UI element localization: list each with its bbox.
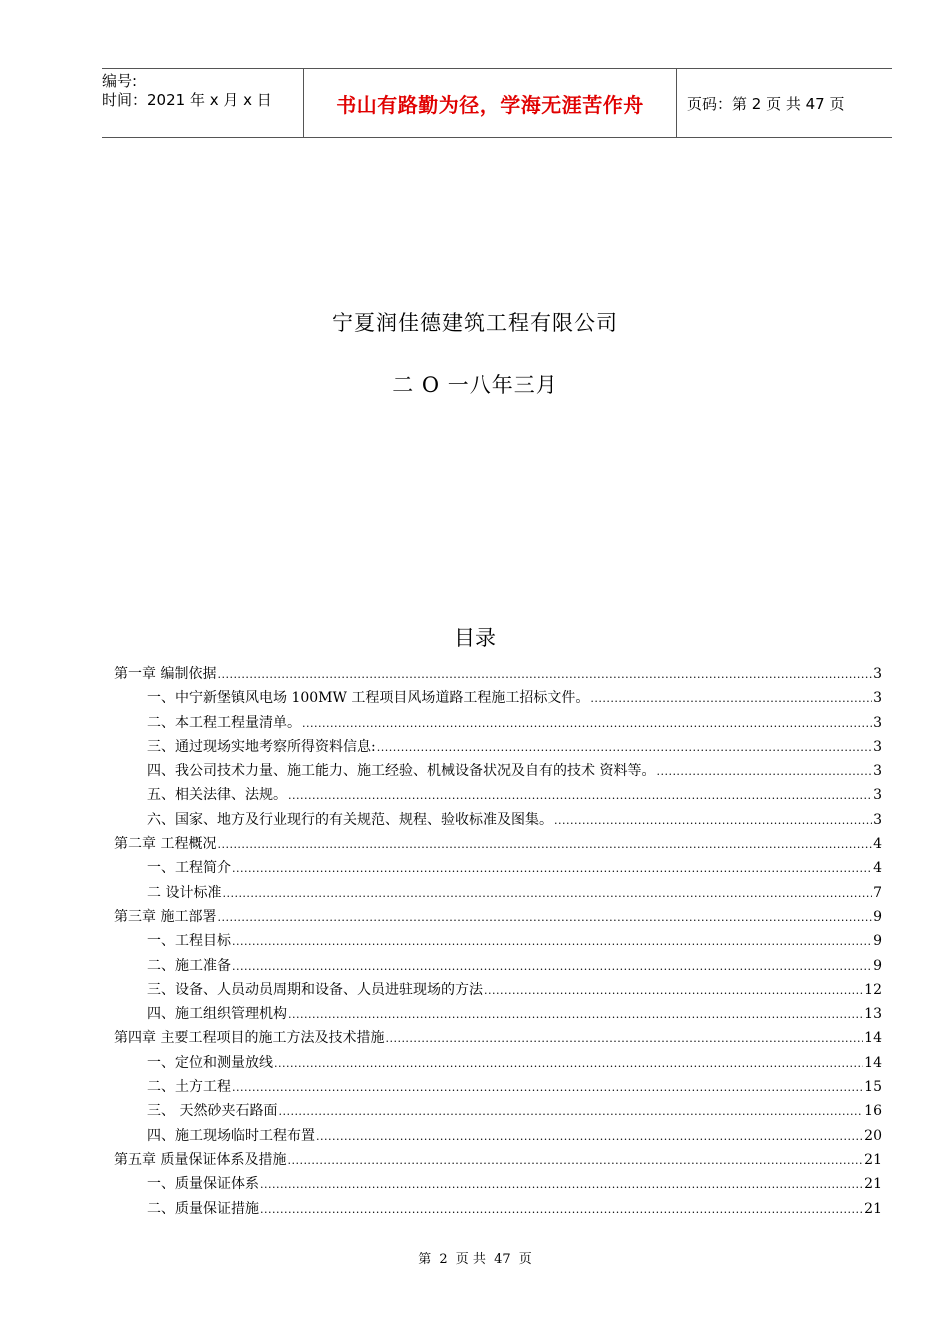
- header-table: [102, 68, 892, 138]
- toc-entry[interactable]: [114, 1026, 882, 1050]
- toc-entry-page: 13: [864, 1006, 882, 1023]
- toc-leader-dots: [232, 1075, 863, 1100]
- toc-leader-dots: [222, 881, 872, 906]
- toc-entry-page: 4: [873, 860, 882, 877]
- toc-leader-dots: [484, 978, 863, 1003]
- toc-entry-title: 第四章 主要工程项目的施工方法及技术措施: [114, 1030, 385, 1047]
- toc-leader-dots: [274, 1051, 863, 1076]
- toc-entry[interactable]: [114, 686, 882, 710]
- toc-entry-page: 3: [873, 787, 882, 804]
- toc-title: 目录: [454, 626, 496, 650]
- company-name: 宁夏润佳德建筑工程有限公司: [332, 311, 618, 335]
- toc-entry[interactable]: [114, 954, 882, 978]
- toc-entry-page: 7: [873, 884, 882, 901]
- toc-entry[interactable]: [114, 881, 882, 905]
- toc-entry[interactable]: [114, 1051, 882, 1075]
- footer-page: 2: [439, 1252, 448, 1267]
- toc-entry[interactable]: [114, 978, 882, 1002]
- toc-entry[interactable]: [114, 1099, 882, 1123]
- toc-leader-dots: [232, 856, 872, 881]
- toc-leader-dots: [385, 1026, 863, 1051]
- toc-leader-dots: [260, 1172, 863, 1197]
- toc-leader-dots: [232, 954, 872, 979]
- toc-entry-title: 第五章 质量保证体系及措施: [114, 1151, 287, 1168]
- toc-entry-page: 3: [873, 666, 882, 682]
- header-meta-cell: [102, 69, 302, 137]
- toc-entry[interactable]: [114, 856, 882, 880]
- toc-entry-title: 一、定位和测量放线: [147, 1054, 273, 1071]
- toc-entry-title: 三、 天然砂夹石路面: [147, 1103, 278, 1120]
- toc-entry[interactable]: [114, 662, 882, 686]
- toc-entry-title: 三、通过现场实地考察所得资料信息:: [147, 738, 376, 755]
- toc-entry-page: 16: [864, 1103, 882, 1120]
- toc-leader-dots: [260, 1197, 863, 1222]
- toc-leader-dots: [288, 1002, 863, 1027]
- time-label: 时间：2021 年 x 月 x 日: [102, 91, 272, 109]
- toc-leader-dots: [278, 1099, 863, 1124]
- toc-leader-dots: [554, 808, 872, 833]
- page-footer: [0, 1248, 950, 1267]
- toc-entry[interactable]: [114, 1197, 882, 1221]
- toc-entry[interactable]: [114, 905, 882, 929]
- toc-entry-title: 二 设计标准: [147, 884, 222, 901]
- toc-leader-dots: [217, 832, 872, 857]
- toc-entry-page: 14: [864, 1054, 882, 1071]
- toc-entry-title: 二、土方工程: [147, 1079, 231, 1096]
- toc-entry-title: 二、施工准备: [147, 957, 231, 974]
- toc-leader-dots: [287, 1148, 863, 1173]
- toc-entry[interactable]: [114, 808, 882, 832]
- footer-prefix: 第: [418, 1252, 432, 1267]
- toc-leader-dots: [377, 735, 872, 760]
- footer-suffix: 页: [518, 1252, 532, 1267]
- toc-entry-page: 3: [873, 811, 882, 828]
- toc-entry-page: 21: [864, 1200, 882, 1217]
- toc-leader-dots: [656, 759, 872, 784]
- toc-entry-page: 3: [873, 738, 882, 755]
- toc-entry-title: 二、本工程工程量清单。: [147, 714, 301, 731]
- toc-entry-page: 9: [873, 908, 882, 925]
- toc-entry-page: 14: [864, 1030, 882, 1047]
- toc-entry[interactable]: [114, 1002, 882, 1026]
- toc-entry[interactable]: [114, 1172, 882, 1196]
- toc-entry-title: 六、国家、地方及行业现行的有关规范、规程、验收标准及图集。: [147, 811, 553, 828]
- toc-leader-dots: [302, 711, 872, 736]
- toc-entry-page: 15: [864, 1079, 882, 1096]
- toc-entry[interactable]: [114, 783, 882, 807]
- toc-entry[interactable]: [114, 759, 882, 783]
- table-of-contents: [114, 662, 882, 1221]
- toc-entry-title: 四、施工现场临时工程布置: [147, 1127, 315, 1144]
- toc-entry-page: 9: [873, 957, 882, 974]
- toc-entry-title: 第一章 编制依据: [114, 666, 217, 682]
- toc-entry[interactable]: [114, 1124, 882, 1148]
- toc-leader-dots: [316, 1124, 863, 1149]
- toc-entry-page: 12: [864, 981, 882, 998]
- toc-entry-title: 第三章 施工部署: [114, 908, 217, 925]
- toc-entry-page: 4: [873, 836, 882, 853]
- page-label: 页码：第 2 页 共 47 页: [687, 94, 845, 113]
- toc-entry-title: 一、中宁新堡镇风电场 100MW 工程项目风场道路工程施工招标文件。: [147, 690, 590, 707]
- footer-mid: 页 共: [455, 1252, 486, 1267]
- toc-entry[interactable]: [114, 1148, 882, 1172]
- toc-entry-page: 3: [873, 714, 882, 731]
- toc-entry[interactable]: [114, 711, 882, 735]
- toc-entry[interactable]: [114, 735, 882, 759]
- toc-leader-dots: [232, 929, 872, 954]
- toc-leader-dots: [217, 905, 872, 930]
- toc-entry-page: 3: [873, 763, 882, 780]
- motto: 书山有路勤为径，学海无涯苦作舟: [303, 69, 677, 137]
- toc-entry-page: 9: [873, 933, 882, 950]
- toc-entry-title: 第二章 工程概况: [114, 836, 217, 853]
- document-date: 二 O 一八年三月: [392, 373, 558, 397]
- toc-entry-page: 20: [864, 1127, 882, 1144]
- toc-entry-title: 四、我公司技术力量、施工能力、施工经验、机械设备状况及自有的技术 资料等。: [147, 763, 656, 780]
- toc-entry-title: 三、设备、人员动员周期和设备、人员进驻现场的方法: [147, 981, 483, 998]
- toc-leader-dots: [217, 662, 872, 687]
- toc-entry[interactable]: [114, 929, 882, 953]
- number-label: 编号:: [102, 72, 138, 90]
- toc-leader-dots: [288, 783, 872, 808]
- toc-entry-title: 四、施工组织管理机构: [147, 1006, 287, 1023]
- toc-entry[interactable]: [114, 832, 882, 856]
- toc-leader-dots: [590, 686, 872, 711]
- toc-entry[interactable]: [114, 1075, 882, 1099]
- toc-entry-title: 五、相关法律、法规。: [147, 787, 287, 804]
- toc-entry-title: 一、质量保证体系: [147, 1176, 259, 1193]
- toc-entry-title: 一、工程目标: [147, 933, 231, 950]
- toc-entry-page: 21: [864, 1151, 882, 1168]
- toc-entry-page: 3: [873, 690, 882, 707]
- toc-entry-title: 一、工程简介: [147, 860, 231, 877]
- footer-total: 47: [494, 1252, 511, 1267]
- toc-entry-title: 二、质量保证措施: [147, 1200, 259, 1217]
- toc-entry-page: 21: [864, 1176, 882, 1193]
